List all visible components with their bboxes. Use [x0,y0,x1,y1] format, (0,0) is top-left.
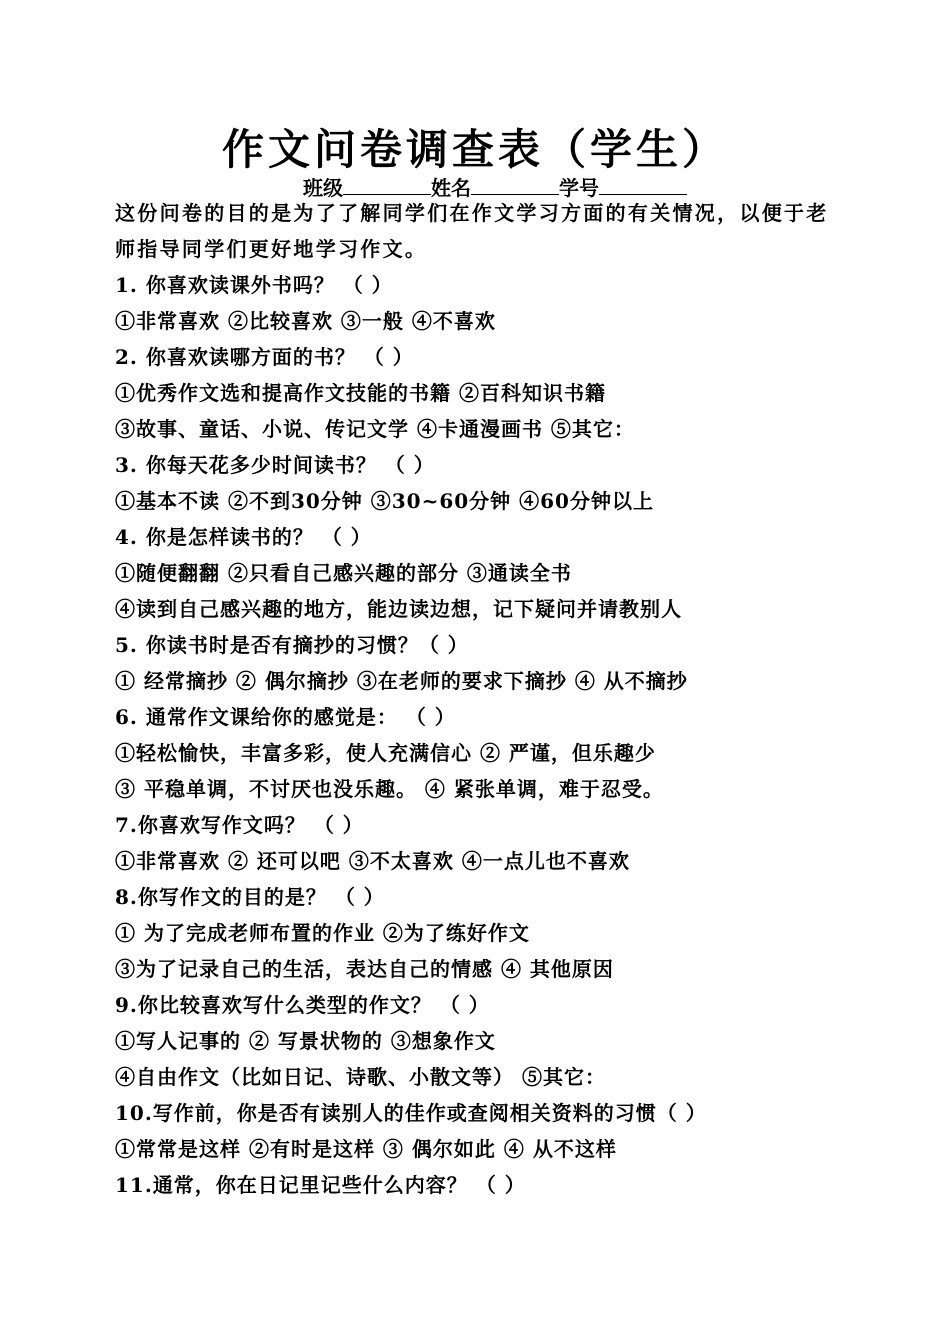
question-11 [115,1167,855,1203]
id-label: 学号 [559,176,599,200]
question-text: 3. 你每天花多少时间读书？ （ ） [115,453,435,477]
question-5 [115,627,855,699]
class-blank[interactable] [343,174,431,195]
question-options: ① 经常摘抄 ② 偶尔摘抄 ③在老师的要求下摘抄 ④ 从不摘抄 [115,669,688,693]
question-options: ①写人记事的 ② 写景状物的 ③想象作文 [115,1029,496,1053]
name-label: 姓名 [431,176,471,200]
question-options: ①基本不读 ②不到30分钟 ③30~60分钟 ④60分钟以上 [115,489,654,513]
question-options: ③为了记录自己的生活，表达自己的情感 ④ 其他原因 [115,957,614,981]
question-options: ①随便翻翻 ②只看自己感兴趣的部分 ③通读全书 [115,561,572,585]
question-text: 5. 你读书时是否有摘抄的习惯？（ ） [115,633,469,657]
question-8 [115,879,855,987]
question-10 [115,1095,855,1167]
question-options: ①非常喜欢 ②比较喜欢 ③一般 ④不喜欢 [115,309,496,333]
question-options: ①优秀作文选和提高作文技能的书籍 ②百科知识书籍 [115,381,606,405]
question-4 [115,519,855,627]
page-title: 作文问卷调查表（学生） [221,125,728,174]
question-options: ①常常是这样 ②有时是这样 ③ 偶尔如此 ④ 从不这样 [115,1137,617,1161]
question-text: 2. 你喜欢读哪方面的书？ （ ） [115,345,414,369]
question-text: 6. 通常作文课给你的感觉是： （ ） [115,705,456,729]
intro-line: 这份问卷的目的是为了了解同学们在作文学习方面的有关情况，以便于老 [115,201,829,225]
question-options: ①轻松愉快，丰富多彩，使人充满信心 ② 严谨，但乐趣少 [115,741,656,765]
question-text: 9.你比较喜欢写什么类型的作文？ （ ） [115,993,490,1017]
intro-line: 师指导同学们更好地学习作文。 [115,237,428,261]
question-options: ① 为了完成老师布置的作业 ②为了练好作文 [115,921,530,945]
question-options: ③故事、童话、小说、传记文学 ④卡通漫画书 ⑤其它： [115,417,635,441]
question-text: 7.你喜欢写作文吗？ （ ） [115,813,364,837]
question-6 [115,699,855,807]
question-text: 10.写作前，你是否有读别人的佳作或查阅相关资料的习惯（ ） [115,1101,707,1125]
question-text: 11.通常，你在日记里记些什么内容？ （ ） [115,1173,526,1197]
question-1 [115,267,855,339]
question-3 [115,447,855,519]
question-options: ④读到自己感兴趣的地方，能边读边想，记下疑问并请教别人 [115,597,682,621]
question-text: 1. 你喜欢读课外书吗？ （ ） [115,273,393,297]
class-label: 班级 [303,176,343,200]
question-7 [115,807,855,879]
id-blank[interactable] [599,174,687,195]
question-options: ③ 平稳单调，不讨厌也没乐趣。 ④ 紧张单调，难于忍受。 [115,777,664,801]
question-9 [115,987,855,1095]
name-blank[interactable] [471,174,559,195]
question-2 [115,339,855,447]
question-options: ①非常喜欢 ② 还可以吧 ③不太喜欢 ④一点儿也不喜欢 [115,849,630,873]
intro-paragraph [115,195,855,267]
question-options: ④自由作文（比如日记、诗歌、小散文等） ⑤其它： [115,1065,606,1089]
questionnaire-body [115,195,855,1203]
question-text: 4. 你是怎样读书的？ （ ） [115,525,372,549]
question-text: 8.你写作文的目的是？ （ ） [115,885,385,909]
